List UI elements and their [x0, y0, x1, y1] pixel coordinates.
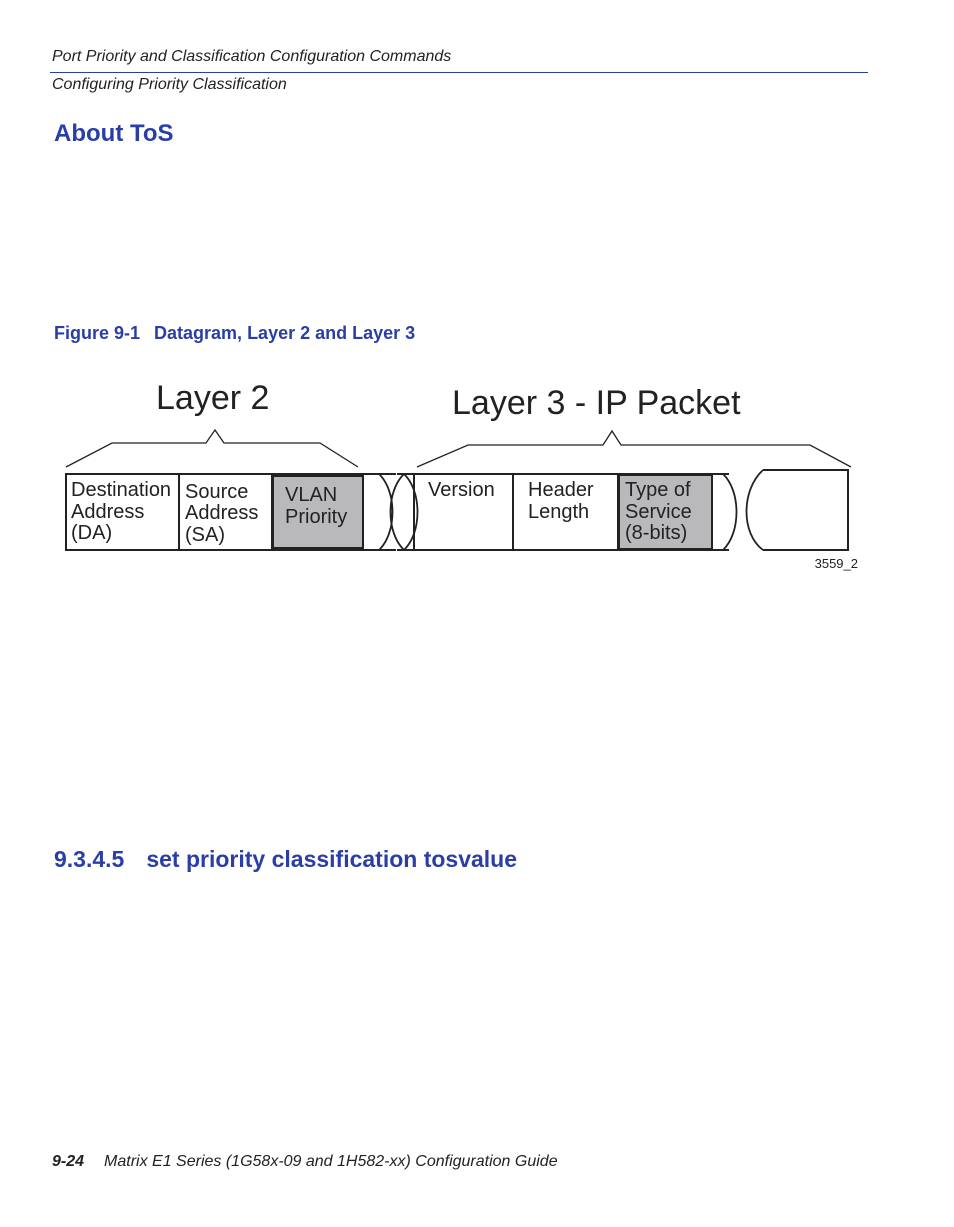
field-type-of-service: Type of Service (8-bits): [625, 479, 692, 544]
page-footer: [52, 1153, 558, 1171]
figure-number: Figure 9-1: [54, 323, 141, 343]
break-mark-4: [723, 474, 737, 550]
trailing-field-box: [763, 470, 848, 550]
subsection-number: 9.3.4.5: [54, 846, 125, 872]
field-version: Version: [428, 479, 495, 501]
page-number: 9-24: [52, 1153, 85, 1170]
layer3-title: Layer 3 - IP Packet: [452, 384, 741, 422]
layer2-title: Layer 2: [156, 379, 270, 417]
figure-caption: [54, 323, 415, 344]
layer3-brace: [417, 431, 851, 467]
field-source-address: Source Address (SA): [185, 481, 259, 546]
header-rule: [50, 72, 868, 73]
layer2-brace: [66, 430, 358, 467]
break-mark-3: [404, 474, 418, 550]
field-header-length: Header Length: [528, 479, 594, 523]
document-title: Matrix E1 Series (1G58x-09 and 1H582-xx) Configuration Guide: [104, 1153, 558, 1170]
running-header-section: Configuring Priority Classification: [52, 76, 287, 93]
running-header-chapter: Port Priority and Classification Configuration Commands: [52, 48, 452, 65]
section-heading: About ToS: [54, 120, 174, 147]
subsection-title: set priority classification tosvalue: [146, 846, 518, 872]
break-mark-5: [747, 470, 764, 550]
field-destination-address: Destination Address (DA): [71, 479, 172, 544]
subsection-heading: [54, 846, 517, 873]
datagram-diagram: [0, 360, 954, 590]
figure-title: Datagram, Layer 2 and Layer 3: [154, 323, 416, 343]
field-vlan-priority: VLAN Priority: [285, 484, 348, 528]
figure-id-code: 3559_2: [814, 556, 858, 571]
